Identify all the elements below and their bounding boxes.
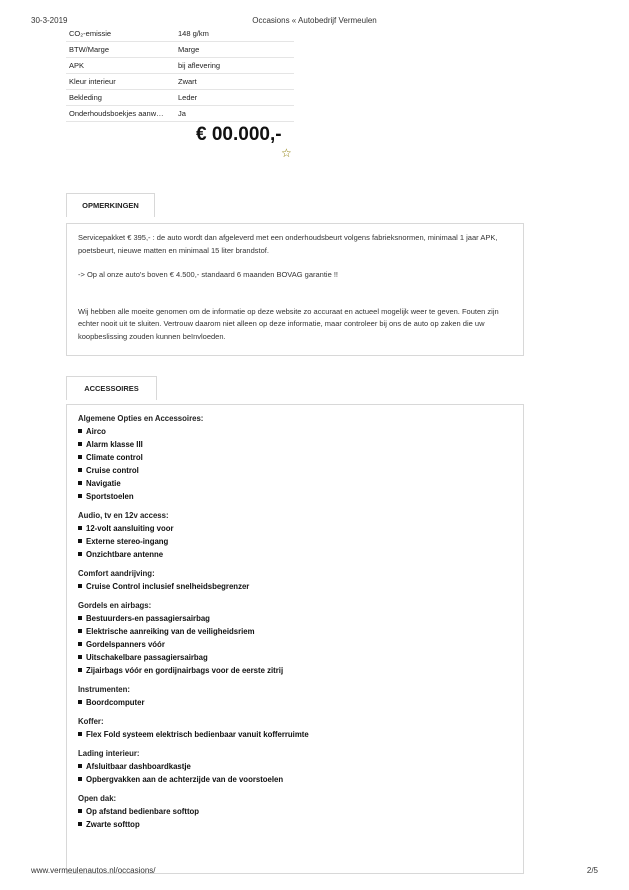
opmerkingen-paragraph: -> Op al onze auto's boven € 4.500,- standaard 6 maanden BOVAG garantie !! bbox=[78, 270, 338, 279]
spec-value: Leder bbox=[175, 90, 294, 106]
bullet-icon bbox=[78, 822, 82, 826]
accessory-item bbox=[78, 438, 512, 451]
accessory-item bbox=[78, 664, 512, 677]
opmerkingen-paragraph: Wij hebben alle moeite genomen om de informatie op deze website zo accuraat en actueel mogelijk weer te geven. Fouten zijn echter nooit uit te sluiten. Vertrouw daarom niet alleen op deze informatie, maar controleer bij ons de auto op zaken die uw koopbeslissing zouden kunnen beïnvloeden. bbox=[78, 306, 499, 341]
accessory-item-label: Cruise Control inclusief snelheidsbegrenzer bbox=[86, 582, 250, 591]
page-url: www.vermeulenautos.nl/occasions/ bbox=[31, 866, 156, 875]
accessory-item-label: Sportstoelen bbox=[86, 492, 134, 501]
accessory-group-title: Koffer: bbox=[78, 717, 104, 726]
accessory-item bbox=[78, 805, 512, 818]
accessory-item-label: Zwarte softtop bbox=[86, 820, 140, 829]
accessory-group bbox=[78, 599, 512, 677]
accessory-group-title: Instrumenten: bbox=[78, 685, 130, 694]
accessory-item-label: Bestuurders-en passagiersairbag bbox=[86, 614, 210, 623]
bullet-icon bbox=[78, 629, 82, 633]
accessory-item bbox=[78, 490, 512, 503]
spec-value: Marge bbox=[175, 42, 294, 58]
accessory-group bbox=[78, 683, 512, 709]
accessory-item-label: Opbergvakken aan de achterzijde van de voorstoelen bbox=[86, 775, 284, 784]
spec-value: 148 g/km bbox=[175, 26, 294, 42]
spec-label: APK bbox=[66, 58, 175, 74]
accessory-item-label: Op afstand bedienbare softtop bbox=[86, 807, 200, 816]
accessory-item bbox=[78, 760, 512, 773]
accessory-item-label: Zijairbags vóór en gordijnairbags voor de eerste zitrij bbox=[86, 666, 284, 675]
tab-opmerkingen[interactable]: OPMERKINGEN bbox=[66, 193, 155, 217]
accessory-item bbox=[78, 625, 512, 638]
print-date: 30-3-2019 bbox=[31, 16, 68, 25]
spec-label: Onderhoudsboekjes aanw… bbox=[66, 106, 175, 122]
bullet-icon bbox=[78, 809, 82, 813]
spec-row bbox=[66, 26, 294, 42]
bullet-icon bbox=[78, 764, 82, 768]
spec-row bbox=[66, 58, 294, 74]
bullet-icon bbox=[78, 494, 82, 498]
bullet-icon bbox=[78, 616, 82, 620]
spec-row bbox=[66, 74, 294, 90]
star-outline-icon[interactable]: ☆ bbox=[281, 146, 292, 160]
accessory-group-title: Algemene Opties en Accessoires: bbox=[78, 414, 204, 423]
accessory-group-title: Audio, tv en 12v access: bbox=[78, 511, 169, 520]
accessory-item-label: Uitschakelbare passagiersairbag bbox=[86, 653, 208, 662]
accessory-item bbox=[78, 696, 512, 709]
accessory-group-title: Comfort aandrijving: bbox=[78, 569, 155, 578]
accessory-group-title: Open dak: bbox=[78, 794, 117, 803]
bullet-icon bbox=[78, 429, 82, 433]
accessory-item-label: Onzichtbare antenne bbox=[86, 550, 164, 559]
spec-value: Zwart bbox=[175, 74, 294, 90]
bullet-icon bbox=[78, 732, 82, 736]
bullet-icon bbox=[78, 481, 82, 485]
accessory-item bbox=[78, 425, 512, 438]
accessory-group-title: Lading interieur: bbox=[78, 749, 140, 758]
accessory-group bbox=[78, 509, 512, 561]
accessory-item bbox=[78, 522, 512, 535]
accessory-item-label: Cruise control bbox=[86, 466, 139, 475]
accessory-group bbox=[78, 412, 512, 503]
accessory-item bbox=[78, 818, 512, 831]
accessory-item bbox=[78, 612, 512, 625]
bullet-icon bbox=[78, 655, 82, 659]
spec-row bbox=[66, 42, 294, 58]
opmerkingen-paragraph: Servicepakket € 395,- : de auto wordt dan afgeleverd met een onderhoudsbeurt volgens fabrieksnormen, minimaal 1 jaar APK, poetsbeurt, nieuwe matten en minimaal 15 liter brandstof. bbox=[78, 233, 498, 255]
accessory-item bbox=[78, 548, 512, 561]
bullet-icon bbox=[78, 455, 82, 459]
spec-value: bij aflevering bbox=[175, 58, 294, 74]
accessoires-panel bbox=[66, 404, 524, 874]
spec-label: Bekleding bbox=[66, 90, 175, 106]
accessory-item-label: Navigatie bbox=[86, 479, 121, 488]
accessory-item bbox=[78, 464, 512, 477]
spec-row bbox=[66, 106, 294, 122]
bullet-icon bbox=[78, 777, 82, 781]
accessory-item-label: 12-volt aansluiting voor bbox=[86, 524, 174, 533]
page-number: 2/5 bbox=[586, 866, 598, 875]
bullet-icon bbox=[78, 552, 82, 556]
accessory-item-label: Externe stereo-ingang bbox=[86, 537, 169, 546]
spec-label: Kleur interieur bbox=[66, 74, 175, 90]
bullet-icon bbox=[78, 700, 82, 704]
accessory-item bbox=[78, 651, 512, 664]
bullet-icon bbox=[78, 442, 82, 446]
bullet-icon bbox=[78, 526, 82, 530]
accessory-item bbox=[78, 773, 512, 786]
accessory-item-label: Climate control bbox=[86, 453, 143, 462]
accessory-group-title: Gordels en airbags: bbox=[78, 601, 152, 610]
page-title: Occasions « Autobedrijf Vermeulen bbox=[252, 16, 377, 25]
bullet-icon bbox=[78, 642, 82, 646]
accessory-item bbox=[78, 477, 512, 490]
accessory-item-label: Afsluitbaar dashboardkastje bbox=[86, 762, 191, 771]
accessory-item bbox=[78, 580, 512, 593]
spec-value: Ja bbox=[175, 106, 294, 122]
accessory-item-label: Boordcomputer bbox=[86, 698, 145, 707]
accessory-item-label: Flex Fold systeem elektrisch bedienbaar vanuit kofferruimte bbox=[86, 730, 309, 739]
accessory-item-label: Alarm klasse III bbox=[86, 440, 143, 449]
bullet-icon bbox=[78, 539, 82, 543]
opmerkingen-panel bbox=[66, 223, 524, 356]
accessory-item bbox=[78, 728, 512, 741]
bullet-icon bbox=[78, 584, 82, 588]
accessory-item bbox=[78, 451, 512, 464]
accessory-item-label: Airco bbox=[86, 427, 106, 436]
accessory-group bbox=[78, 715, 512, 741]
accessory-group bbox=[78, 747, 512, 786]
spec-label: CO₂-emissie bbox=[66, 26, 175, 42]
tab-accessoires[interactable]: ACCESSOIRES bbox=[66, 376, 157, 400]
specs-table bbox=[66, 26, 294, 122]
accessory-item-label: Gordelspanners vóór bbox=[86, 640, 165, 649]
spec-row bbox=[66, 90, 294, 106]
spec-label: BTW/Marge bbox=[66, 42, 175, 58]
accessory-group bbox=[78, 792, 512, 831]
bullet-icon bbox=[78, 668, 82, 672]
accessory-item bbox=[78, 535, 512, 548]
accessory-item bbox=[78, 638, 512, 651]
price: € 00.000,- bbox=[196, 124, 282, 145]
accessory-item-label: Elektrische aanreiking van de veiligheidsriem bbox=[86, 627, 255, 636]
accessory-group bbox=[78, 567, 512, 593]
bullet-icon bbox=[78, 468, 82, 472]
